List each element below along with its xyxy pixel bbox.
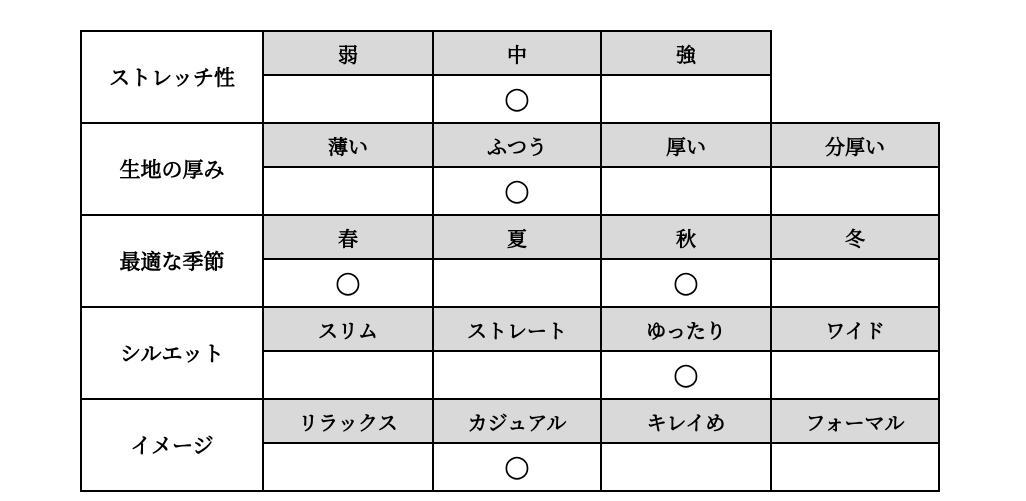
mark-cell bbox=[771, 351, 939, 399]
attribute-table bbox=[80, 30, 940, 492]
option-header-cell: リラックス bbox=[263, 399, 433, 443]
mark-cell bbox=[771, 259, 939, 307]
option-header-cell: キレイめ bbox=[601, 399, 771, 443]
circle-mark: ○ bbox=[672, 357, 700, 392]
option-header-cell: 春 bbox=[263, 215, 433, 259]
option-header-cell: ふつう bbox=[433, 123, 601, 167]
circle-mark: ○ bbox=[503, 81, 531, 116]
mark-cell bbox=[263, 351, 433, 399]
group-label-cell: シルエット bbox=[81, 307, 263, 399]
empty-cell bbox=[771, 31, 939, 75]
mark-cell bbox=[433, 259, 601, 307]
mark-cell bbox=[263, 259, 433, 307]
mark-cell bbox=[601, 443, 771, 491]
group-header-row bbox=[81, 123, 939, 167]
mark-cell bbox=[263, 443, 433, 491]
mark-cell bbox=[601, 259, 771, 307]
mark-cell bbox=[263, 167, 433, 215]
option-header-cell: 分厚い bbox=[771, 123, 939, 167]
empty-cell bbox=[771, 75, 939, 123]
circle-mark: ○ bbox=[503, 173, 531, 208]
circle-mark: ○ bbox=[503, 449, 531, 484]
option-header-cell: 弱 bbox=[263, 31, 433, 75]
mark-cell bbox=[771, 443, 939, 491]
option-header-cell: 中 bbox=[433, 31, 601, 75]
option-header-cell: スリム bbox=[263, 307, 433, 351]
group-label-cell: ストレッチ性 bbox=[81, 31, 263, 123]
group-label-cell: イメージ bbox=[81, 399, 263, 491]
group-header-row bbox=[81, 307, 939, 351]
option-header-cell: 冬 bbox=[771, 215, 939, 259]
option-header-cell: ゆったり bbox=[601, 307, 771, 351]
option-header-cell: カジュアル bbox=[433, 399, 601, 443]
group-label-cell: 最適な季節 bbox=[81, 215, 263, 307]
circle-mark: ○ bbox=[334, 265, 362, 300]
group-header-row bbox=[81, 31, 939, 75]
option-header-cell: 厚い bbox=[601, 123, 771, 167]
mark-cell bbox=[433, 351, 601, 399]
mark-cell bbox=[433, 75, 601, 123]
option-header-cell: ワイド bbox=[771, 307, 939, 351]
mark-cell bbox=[601, 167, 771, 215]
option-header-cell: 夏 bbox=[433, 215, 601, 259]
option-header-cell: 強 bbox=[601, 31, 771, 75]
option-header-cell: 秋 bbox=[601, 215, 771, 259]
group-header-row bbox=[81, 215, 939, 259]
option-header-cell: ストレート bbox=[433, 307, 601, 351]
mark-cell bbox=[771, 167, 939, 215]
circle-mark: ○ bbox=[672, 265, 700, 300]
option-header-cell: フォーマル bbox=[771, 399, 939, 443]
mark-cell bbox=[433, 167, 601, 215]
mark-cell bbox=[433, 443, 601, 491]
group-header-row bbox=[81, 399, 939, 443]
mark-cell bbox=[263, 75, 433, 123]
mark-cell bbox=[601, 75, 771, 123]
mark-cell bbox=[601, 351, 771, 399]
option-header-cell: 薄い bbox=[263, 123, 433, 167]
group-label-cell: 生地の厚み bbox=[81, 123, 263, 215]
